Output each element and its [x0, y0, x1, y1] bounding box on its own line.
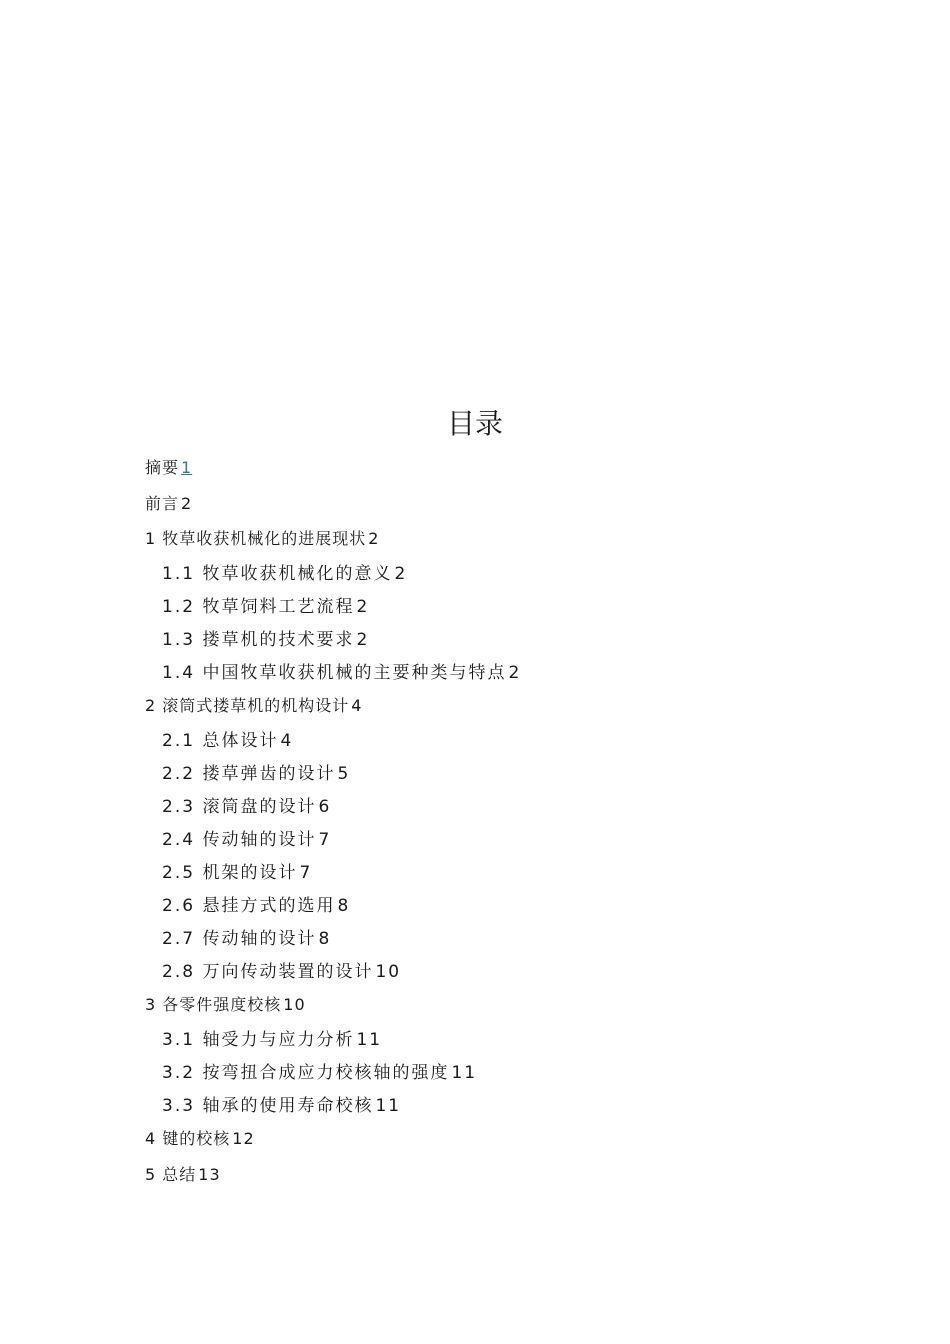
toc-entry-text: 2.8 万向传动装置的设计 — [162, 962, 374, 982]
toc-page-number: 5 — [337, 764, 351, 784]
toc-entry-text: 1.2 牧草饲料工艺流程 — [162, 597, 355, 617]
toc-entry-section-2-5[interactable] — [162, 861, 312, 885]
toc-entry-section-2-7[interactable] — [162, 927, 331, 951]
toc-entry-chapter-2[interactable] — [145, 694, 362, 718]
toc-entry-text: 2.5 机架的设计 — [162, 863, 298, 883]
toc-entry-section-2-4[interactable] — [162, 828, 331, 852]
toc-entry-section-2-2[interactable] — [162, 762, 350, 786]
toc-entry-section-3-3[interactable] — [162, 1094, 401, 1118]
toc-entry-abstract[interactable] — [145, 456, 192, 480]
toc-entry-chapter-1[interactable] — [145, 527, 379, 551]
toc-page-number: 2 — [181, 494, 193, 513]
toc-entry-chapter-3[interactable] — [145, 993, 306, 1017]
toc-entry-chapter-4[interactable] — [145, 1127, 255, 1151]
toc-entry-text: 3.2 按弯扭合成应力校核轴的强度 — [162, 1063, 450, 1083]
toc-entry-text: 3 各零件强度校核 — [145, 995, 282, 1014]
toc-entry-section-1-1[interactable] — [162, 562, 407, 586]
toc-entry-text: 1.3 搂草机的技术要求 — [162, 630, 355, 650]
toc-page-number: 4 — [351, 696, 363, 715]
toc-entry-section-2-8[interactable] — [162, 960, 401, 984]
toc-entry-section-1-3[interactable] — [162, 628, 369, 652]
toc-entry-text: 2.4 传动轴的设计 — [162, 830, 317, 850]
toc-page-link[interactable]: 1 — [181, 458, 193, 477]
toc-entry-text: 2.7 传动轴的设计 — [162, 929, 317, 949]
toc-page-number: 10 — [283, 995, 306, 1014]
toc-entry-text: 2.6 悬挂方式的选用 — [162, 896, 336, 916]
toc-entry-text: 5 总结 — [145, 1165, 197, 1184]
toc-entry-text: 2.2 搂草弹齿的设计 — [162, 764, 336, 784]
toc-page-number: 2 — [394, 564, 408, 584]
toc-page-number: 7 — [299, 863, 313, 883]
toc-page-number: 11 — [375, 1096, 402, 1116]
toc-entry-text: 2.1 总体设计 — [162, 731, 279, 751]
toc-entry-section-1-2[interactable] — [162, 595, 369, 619]
toc-entry-text: 1.1 牧草收获机械化的意义 — [162, 564, 393, 584]
toc-entry-text: 摘要 — [145, 458, 180, 477]
toc-entry-chapter-5[interactable] — [145, 1163, 221, 1187]
toc-entry-text: 前言 — [145, 494, 180, 513]
toc-entry-text: 1 牧草收获机械化的进展现状 — [145, 529, 367, 548]
toc-entry-preface[interactable] — [145, 492, 192, 516]
toc-entry-text: 3.1 轴受力与应力分析 — [162, 1030, 355, 1050]
toc-page-number: 2 — [356, 597, 370, 617]
toc-page-number: 11 — [356, 1030, 383, 1050]
toc-page-number: 2 — [368, 529, 380, 548]
toc-page-number: 2 — [356, 630, 370, 650]
toc-entry-text: 4 键的校核 — [145, 1129, 231, 1148]
toc-page-number: 8 — [318, 929, 332, 949]
toc-page-number: 12 — [232, 1129, 255, 1148]
toc-entry-section-3-2[interactable] — [162, 1061, 477, 1085]
toc-entry-section-1-4[interactable] — [162, 661, 521, 685]
toc-entry-text: 2.3 滚筒盘的设计 — [162, 797, 317, 817]
toc-page-number: 8 — [337, 896, 351, 916]
toc-entry-section-2-6[interactable] — [162, 894, 350, 918]
toc-page-number: 4 — [280, 731, 294, 751]
page-title: 目录 — [446, 407, 503, 440]
toc-entry-text: 2 滚筒式搂草机的机构设计 — [145, 696, 350, 715]
toc-entry-text: 3.3 轴承的使用寿命校核 — [162, 1096, 374, 1116]
toc-entry-section-2-1[interactable] — [162, 729, 293, 753]
toc-page-number: 7 — [318, 830, 332, 850]
toc-page-number: 2 — [508, 663, 522, 683]
toc-page-number: 10 — [375, 962, 402, 982]
toc-entry-text: 1.4 中国牧草收获机械的主要种类与特点 — [162, 663, 507, 683]
toc-page-number: 11 — [451, 1063, 478, 1083]
toc-entry-section-2-3[interactable] — [162, 795, 331, 819]
toc-page-number: 6 — [318, 797, 332, 817]
toc-page-number: 13 — [198, 1165, 221, 1184]
toc-entry-section-3-1[interactable] — [162, 1028, 382, 1052]
